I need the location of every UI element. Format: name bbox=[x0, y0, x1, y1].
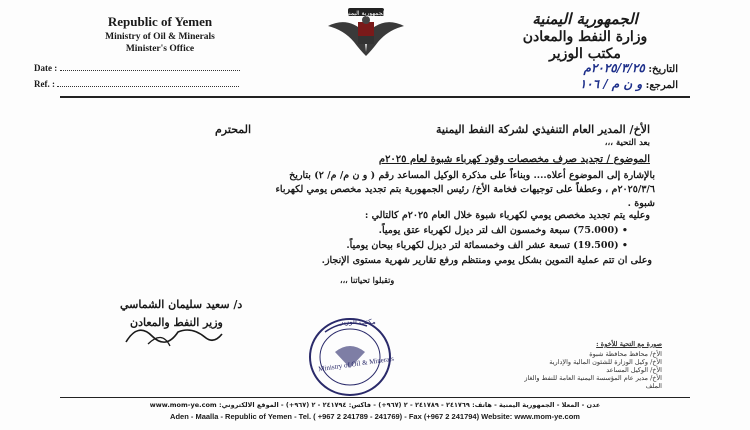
footer-english: Aden - Maalla - Republic of Yemen - Tel. ( +967 2 241789 - 241769) - Fax (+967 2 241794) Website: www.mom-ye.com bbox=[170, 412, 580, 421]
signatory-title: وزير النفط والمعادن bbox=[130, 316, 223, 329]
footer-arabic: عدن - المعلا - الجمهورية اليمنية - هاتف: ٢٤١٧٦٩ - ٢٤١٧٨٩ - ٢ (٩٦٧+) - فاكس: ٢٤١٧٩٤ - ٢ (٩٦٧+) - الموقع الالكتروني: www.mom-ye.com bbox=[149, 401, 601, 409]
paragraph-1-line-1: بالإشارة إلى الموضوع أعلاه.... وبناءاً على مذكرة الوكيل المساعد رقم ( و ن م/ م/ ٢) بتاريخ bbox=[289, 170, 655, 181]
english-ministry: Ministry of Oil & Minerals bbox=[105, 32, 215, 42]
bullet-2-text: (19.500) تسعة عشر الف وخمسمائة لتر ديزل لكهرباء بيحان يومياً. bbox=[346, 240, 619, 251]
bullet-dot-icon: • bbox=[618, 240, 628, 251]
arabic-office: مكتب الوزير bbox=[549, 46, 621, 62]
arabic-ministry: وزارة النفط والمعادن bbox=[522, 29, 648, 45]
bullet-2 bbox=[346, 240, 628, 251]
greeting: بعد التحية ،،، bbox=[604, 138, 650, 148]
closing: وتقبلوا تحياتنا ،،، bbox=[340, 275, 395, 285]
handwritten-signature bbox=[118, 312, 228, 352]
paragraph-2: وعليه يتم تجديد مخصص يومي لكهرباء شبوة خلال العام ٢٠٢٥م كالتالي : bbox=[364, 210, 650, 221]
date-label-en: Date : bbox=[34, 63, 58, 73]
paragraph-1-line-3: شبوة . bbox=[627, 198, 655, 209]
date-label-ar: التاريخ: bbox=[648, 64, 678, 75]
emblem-caption: الجمهورية اليمنية bbox=[343, 10, 386, 17]
signatory-name: د/ سعيد سليمان الشماسي bbox=[120, 298, 243, 311]
arabic-letterhead bbox=[490, 10, 680, 62]
ref-label-en: Ref. : bbox=[34, 79, 55, 89]
recipient: الأخ/ المدير العام التنفيذي لشركة النفط اليمنية bbox=[435, 123, 650, 136]
english-office: Minister's Office bbox=[125, 44, 195, 54]
date-field-en bbox=[34, 62, 240, 73]
english-country: Republic of Yemen bbox=[107, 14, 213, 29]
date-field-ar bbox=[584, 61, 678, 75]
date-value-ar: ٢٠٢٥/٣/٢٥م bbox=[583, 61, 645, 75]
cc-item: الأخ/ محافظ محافظة شبوة bbox=[589, 350, 662, 358]
stamp-text-ar: مكتب الوزير bbox=[340, 318, 376, 326]
paragraph-1-line-2: ٢٠٢٥/٣/٦م ، وعطفاً على توجيهات فخامة الأخ/ رئيس الجمهورية بتم تجديد مخصص يومي لكهرباء bbox=[275, 184, 655, 195]
date-line bbox=[60, 62, 240, 71]
stamp-text-en: Ministry of Oil & Minerals bbox=[317, 354, 395, 374]
honorific: المحترم bbox=[215, 123, 252, 136]
header-divider bbox=[60, 96, 690, 98]
cc-item: الملف bbox=[645, 382, 662, 390]
english-letterhead bbox=[60, 14, 260, 54]
ref-field-en bbox=[34, 78, 239, 89]
ref-value-ar: و ن م / ١٠٦ bbox=[579, 77, 643, 91]
subject: الموضوع / تجديد صرف مخصصات وقود كهرباء شبوة لعام ٢٠٢٥م bbox=[378, 154, 650, 165]
cc-item: الأخ/ مدير عام المؤسسة اليمنية العامة للنفط والغاز bbox=[524, 374, 662, 382]
ref-line bbox=[57, 78, 239, 87]
bullet-dot-icon: • bbox=[618, 225, 628, 236]
ref-label-ar: المرجع: bbox=[645, 80, 678, 91]
bullet-1 bbox=[379, 225, 628, 236]
arabic-country: الجمهورية اليمنية bbox=[532, 10, 638, 28]
cc-item: الأخ/ الوكيل المساعد bbox=[606, 366, 662, 374]
cc-item: الأخ/ وكيل الوزارة للشئون المالية والإدارية bbox=[549, 358, 662, 366]
footer-divider bbox=[60, 397, 690, 398]
cc-heading: صورة مع التحية للأخوة : bbox=[596, 340, 662, 348]
paragraph-3: وعلى ان تتم عملية التموين بشكل يومي ومنتظم ورفع تقارير شهرية مستوى الإنجاز. bbox=[321, 255, 652, 266]
bullet-1-text: (75.000) سبعة وخمسون الف لتر ديزل لكهرباء عتق يومياً. bbox=[378, 225, 619, 236]
ref-field-ar bbox=[580, 77, 678, 91]
